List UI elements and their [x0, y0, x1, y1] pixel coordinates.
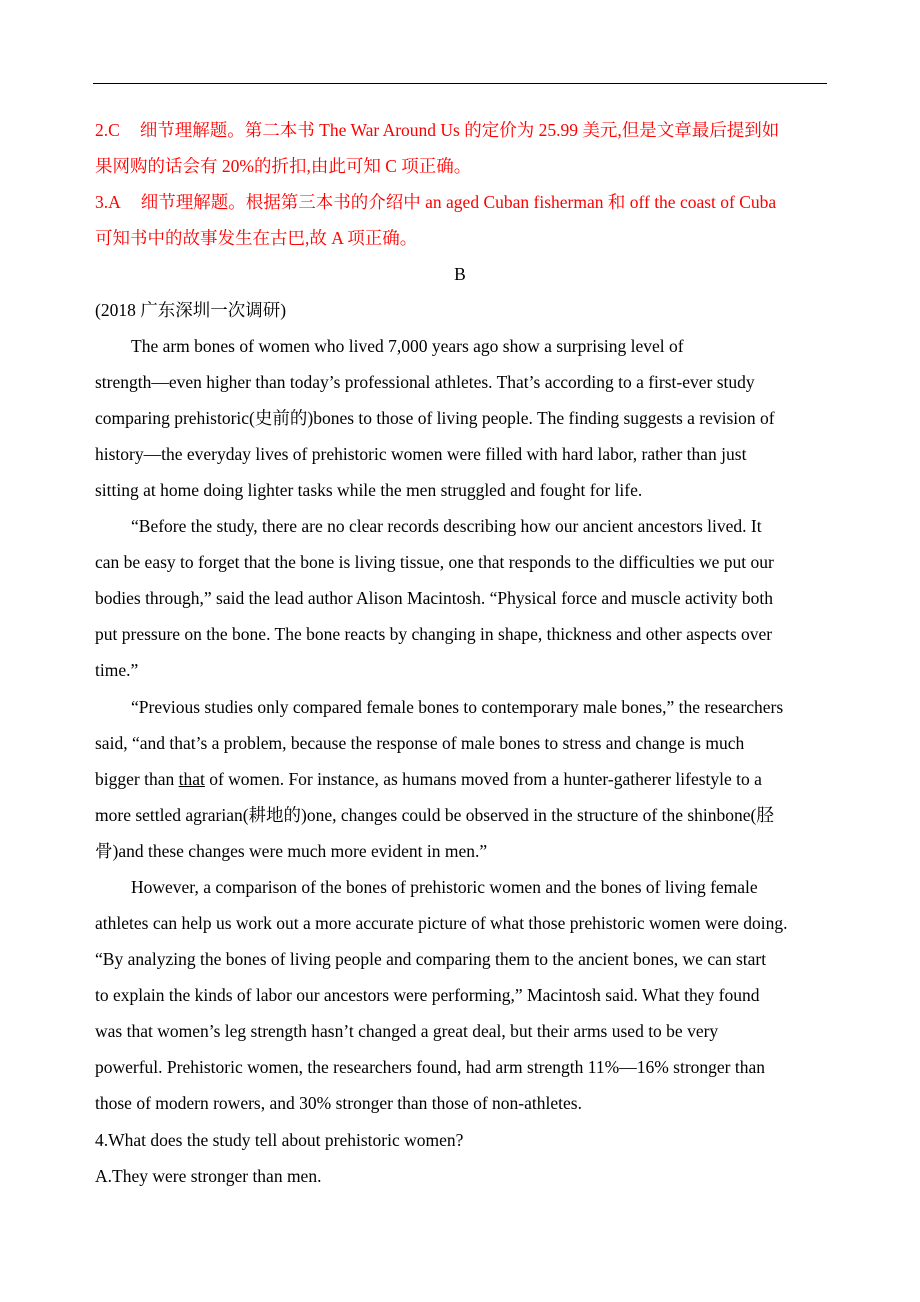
question-4-option-a: A.They were stronger than men. — [95, 1166, 322, 1186]
underlined-word: that — [178, 769, 205, 789]
passage-line: bigger than that of women. For instance, as humans moved from a hunter-gatherer lifestyle to a — [95, 769, 762, 789]
passage-line: However, a comparison of the bones of prehistoric women and the bones of living female — [131, 877, 758, 897]
passage-line: can be easy to forget that the bone is living tissue, one that responds to the difficulties we put our — [95, 552, 774, 572]
section-label: B — [454, 264, 466, 284]
passage-line: to explain the kinds of labor our ancestors were performing,” Macintosh said. What they found — [95, 985, 760, 1005]
passage-line: “Previous studies only compared female bones to contemporary male bones,” the researchers — [131, 697, 784, 717]
passage-line: history—the everyday lives of prehistoric women were filled with hard labor, rather than just — [95, 444, 747, 464]
passage-line: powerful. Prehistoric women, the researchers found, had arm strength 11%—16% stronger than — [95, 1057, 765, 1077]
answer-2-line-1: 2.C 细节理解题。第二本书 The War Around Us 的定价为 25.99 美元,但是文章最后提到如 — [95, 120, 780, 140]
passage-line: athletes can help us work out a more accurate picture of what those prehistoric women were doing. — [95, 913, 788, 933]
passage-line: comparing prehistoric(史前的)bones to those of living people. The finding suggests a revision of — [95, 408, 775, 428]
passage-line: put pressure on the bone. The bone reacts by changing in shape, thickness and other aspects over — [95, 624, 773, 644]
passage-line: bodies through,” said the lead author Alison Macintosh. “Physical force and muscle activity both — [95, 588, 773, 608]
passage-line: strength—even higher than today’s professional athletes. That’s according to a first-ever study — [95, 372, 755, 392]
answer-2-line-2: 果网购的话会有 20%的折扣,由此可知 C 项正确。 — [95, 156, 472, 176]
passage-line: 骨)and these changes were much more evident in men.” — [95, 841, 488, 861]
header-rule — [93, 83, 827, 84]
passage-line: those of modern rowers, and 30% stronger than those of non-athletes. — [95, 1093, 582, 1113]
passage-line: was that women’s leg strength hasn’t changed a great deal, but their arms used to be very — [95, 1021, 719, 1041]
passage-line: The arm bones of women who lived 7,000 years ago show a surprising level of — [131, 336, 684, 356]
passage-line: said, “and that’s a problem, because the response of male bones to stress and change is much — [95, 733, 745, 753]
passage-line: sitting at home doing lighter tasks while the men struggled and fought for life. — [95, 480, 643, 500]
passage-line: “By analyzing the bones of living people and comparing them to the ancient bones, we can start — [95, 949, 767, 969]
passage-line: more settled agrarian(耕地的)one, changes could be observed in the structure of the shinbone(胫 — [95, 805, 774, 825]
question-4: 4.What does the study tell about prehistoric women? — [95, 1130, 464, 1150]
passage-line: “Before the study, there are no clear records describing how our ancient ancestors lived. It — [131, 516, 762, 536]
source-note: (2018 广东深圳一次调研) — [95, 300, 287, 320]
answer-3-line-2: 可知书中的故事发生在古巴,故 A 项正确。 — [95, 228, 418, 248]
answer-3-line-1: 3.A 细节理解题。根据第三本书的介绍中 an aged Cuban fisherman 和 off the coast of Cuba — [95, 192, 777, 212]
passage-line: time.” — [95, 660, 139, 680]
